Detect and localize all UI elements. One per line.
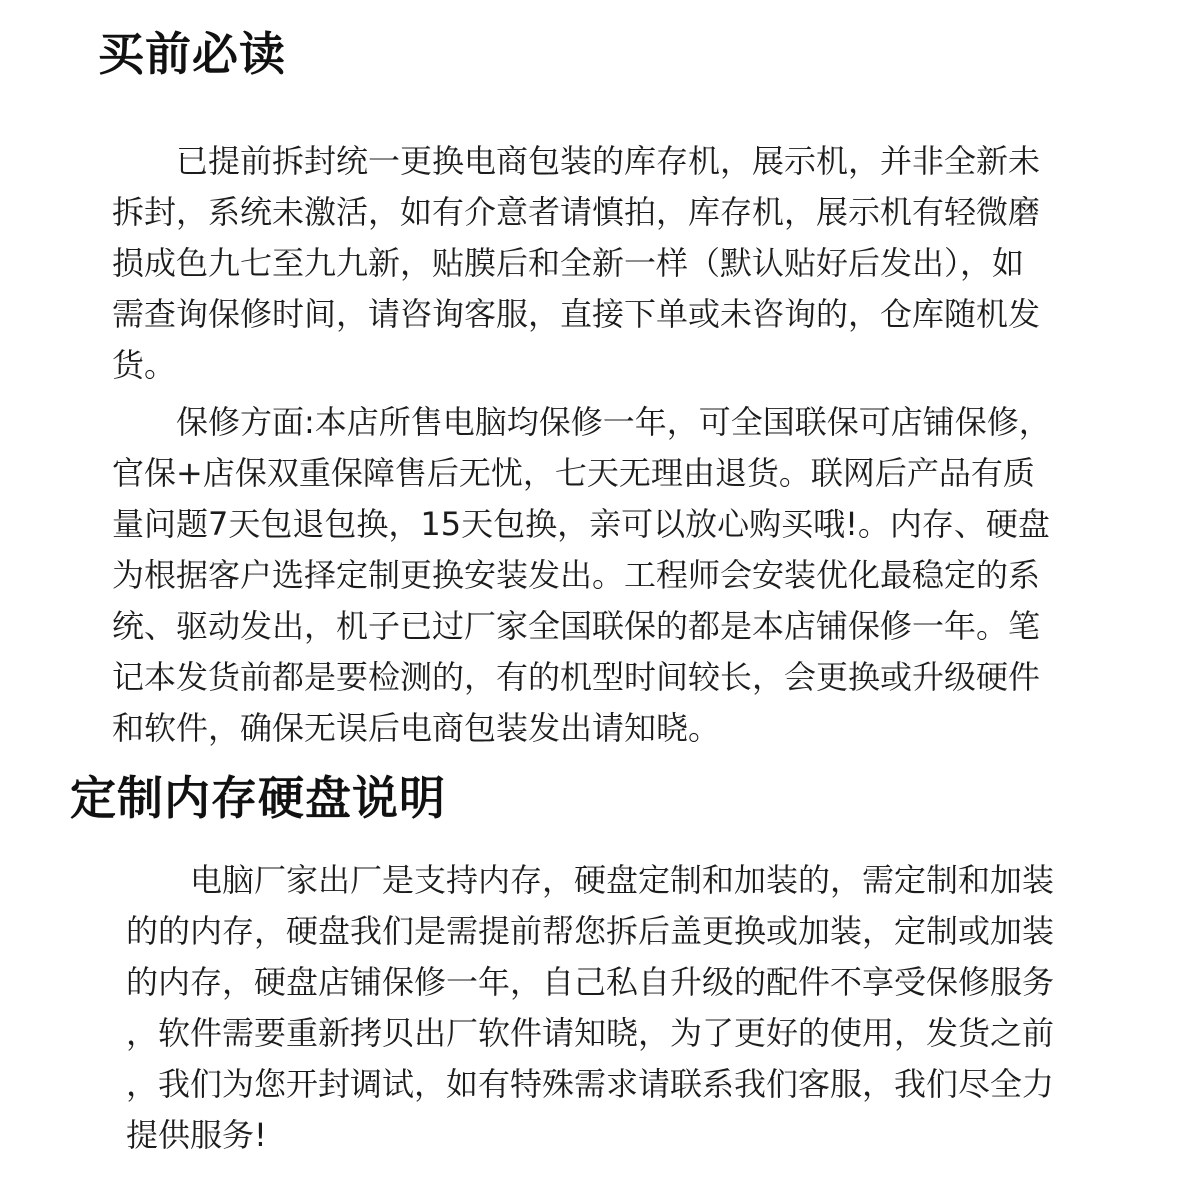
text-line: 统、驱动发出，机子已过厂家全国联保的都是本店铺保修一年。笔 (112, 607, 1041, 645)
text-line: 和软件，确保无误后电商包装发出请知晓。 (112, 709, 721, 747)
text-line: 货。 (112, 346, 177, 384)
text-line: 拆封，系统未激活，如有介意者请慎拍，库存机，展示机有轻微磨 (112, 193, 1041, 231)
text-line: 损成色九七至九九新，贴膜后和全新一样（默认贴好后发出），如 (112, 244, 1025, 282)
text-line: 记本发货前都是要检测的，有的机型时间较长，会更换或升级硬件 (112, 658, 1041, 696)
text-line: ，软件需要重新拷贝出厂软件请知晓，为了更好的使用，发货之前 (126, 1014, 1055, 1052)
section-title-custom-memory-disk: 定制内存硬盘说明 (70, 771, 446, 825)
text-line: 已提前拆封统一更换电商包装的库存机，展示机，并非全新未 (112, 142, 1041, 180)
paragraph-warranty (112, 397, 1142, 754)
section-title-before-purchase: 买前必读 (98, 27, 286, 81)
paragraph-custom-memory-disk (126, 855, 1156, 1161)
text-line: 提供服务! (126, 1116, 267, 1154)
paragraph-stock-notice (112, 136, 1142, 391)
text-line: 保修方面:本店所售电脑均保修一年，可全国联保可店铺保修， (112, 403, 1051, 441)
text-line: 的的内存，硬盘我们是需提前帮您拆后盖更换或加装，定制或加装 (126, 912, 1055, 950)
text-line: 为根据客户选择定制更换安装发出。工程师会安装优化最稳定的系 (112, 556, 1041, 594)
text-line: ，我们为您开封调试，如有特殊需求请联系我们客服，我们尽全力 (126, 1065, 1055, 1103)
text-line: 量问题7天包退包换，15天包换，亲可以放心购买哦!。内存、硬盘 (112, 505, 1050, 543)
text-line: 电脑厂家出厂是支持内存，硬盘定制和加装的，需定制和加装 (126, 861, 1055, 899)
text-line: 需查询保修时间，请咨询客服，直接下单或未咨询的，仓库随机发 (112, 295, 1041, 333)
text-line: 的内存，硬盘店铺保修一年，自己私自升级的配件不享受保修服务 (126, 963, 1055, 1001)
text-line: 官保+店保双重保障售后无忧，七天无理由退货。联网后产品有质 (112, 454, 1035, 492)
